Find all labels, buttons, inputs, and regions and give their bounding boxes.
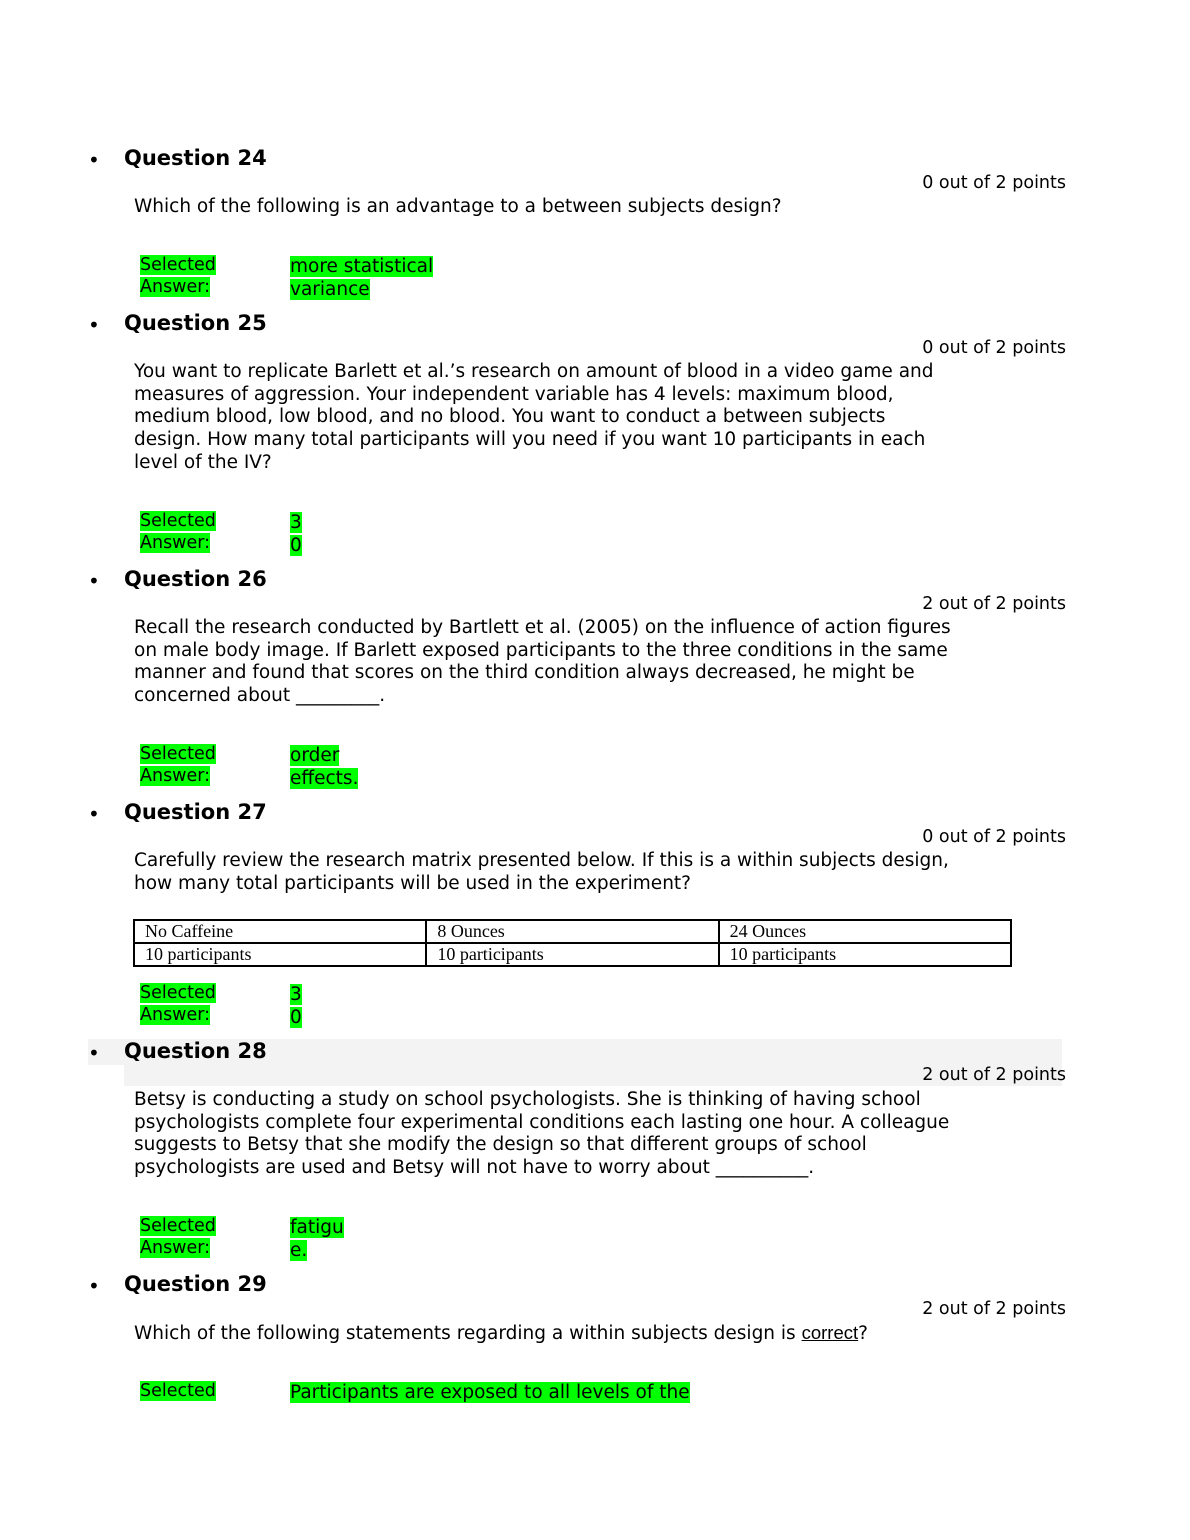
- underlined-word: correct: [801, 1322, 859, 1343]
- question-title-28: Question 28: [124, 1039, 267, 1063]
- selected-answer-29: [290, 1381, 690, 1404]
- text-line: medium blood, low blood, and no blood. You want to conduct a between subjects: [134, 406, 886, 428]
- table-row: [134, 920, 1011, 943]
- selected-label: Selected: [140, 255, 216, 275]
- bullet: •: [88, 802, 100, 826]
- points-26: 2 out of 2 points: [922, 594, 1066, 614]
- text-line: design. How many total participants will you need if you want 10 participants in each: [134, 429, 926, 451]
- text-line: psychologists complete four experimental conditions each lasting one hour. A colleague: [134, 1111, 950, 1133]
- text-line: Carefully review the research matrix presented below. If this is a within subjects design,: [134, 850, 949, 871]
- text-line: suggests to Betsy that she modify the design so that different groups of school: [134, 1134, 867, 1156]
- text-line: Recall the research conducted by Bartlett et al. (2005) on the influence of action figures: [134, 617, 951, 638]
- answer-label: Answer:: [140, 765, 211, 786]
- text-line: psychologists are used and Betsy will not have to worry about __________.: [134, 1157, 815, 1179]
- table-cell: 10 participants: [719, 943, 1011, 966]
- selected-answer-label-28: [140, 1216, 222, 1259]
- table-header-cell: No Caffeine: [134, 920, 426, 943]
- selected-label: Selected: [140, 511, 216, 531]
- table-header-cell: 24 Ounces: [719, 920, 1011, 943]
- selected-answer-label-26: [140, 744, 222, 787]
- points-29: 2 out of 2 points: [922, 1299, 1066, 1319]
- selected-label: Selected: [140, 983, 216, 1003]
- bullet: •: [88, 1274, 100, 1298]
- points-24: 0 out of 2 points: [922, 173, 1066, 193]
- answer-line: Participants are exposed to all levels of the: [290, 1382, 690, 1403]
- points-28: 2 out of 2 points: [922, 1065, 1066, 1085]
- answer-label: Answer:: [140, 276, 211, 297]
- text-line: measures of aggression. Your independent variable has 4 levels: maximum blood,: [134, 383, 894, 405]
- answer-line: fatigu: [290, 1217, 344, 1238]
- selected-answer-25: [290, 511, 302, 557]
- question-text-29: [134, 1322, 1014, 1346]
- question-text-28: [134, 1089, 1014, 1180]
- points-25: 0 out of 2 points: [922, 338, 1066, 358]
- question-title-27: Question 27: [124, 800, 267, 824]
- answer-label: Answer:: [140, 1237, 211, 1258]
- question-text-26: [134, 617, 1014, 708]
- table-cell: 10 participants: [134, 943, 426, 966]
- selected-label: Selected: [140, 1381, 216, 1401]
- text-part: ?: [858, 1323, 868, 1344]
- question-title-25: Question 25: [124, 311, 267, 335]
- answer-line: effects.: [290, 768, 359, 789]
- question-title-26: Question 26: [124, 567, 267, 591]
- answer-label: Answer:: [140, 1004, 211, 1025]
- answer-line: more statistical: [290, 256, 434, 277]
- question-text-25: [134, 361, 1014, 475]
- answer-line: variance: [290, 279, 370, 300]
- question-text-27: [134, 850, 1014, 895]
- selected-answer-label-27: [140, 983, 222, 1026]
- research-matrix-table: [133, 919, 1012, 967]
- answer-line: 0: [290, 535, 302, 556]
- table-cell: 10 participants: [426, 943, 718, 966]
- bullet: •: [88, 1041, 100, 1065]
- text-line: level of the IV?: [134, 451, 272, 473]
- points-27: 0 out of 2 points: [922, 827, 1066, 847]
- selected-label: Selected: [140, 1216, 216, 1236]
- question-text-24: Which of the following is an advantage to a between subjects design?: [134, 196, 782, 217]
- selected-answer-26: [290, 744, 358, 790]
- bullet: •: [88, 569, 100, 593]
- text-line: how many total participants will be used in the experiment?: [134, 872, 691, 894]
- answer-line: order: [290, 745, 340, 766]
- selected-answer-28: [290, 1216, 344, 1262]
- bullet: •: [88, 313, 100, 337]
- selected-answer-24: [290, 255, 433, 301]
- answer-line: 0: [290, 1007, 302, 1028]
- table-header-cell: 8 Ounces: [426, 920, 718, 943]
- text-line: on male body image. If Barlett exposed participants to the three conditions in the same: [134, 639, 948, 661]
- answer-line: e.: [290, 1240, 308, 1261]
- question-title-24: Question 24: [124, 146, 267, 170]
- table-row: [134, 943, 1011, 966]
- question-title-29: Question 29: [124, 1272, 267, 1296]
- answer-line: 3: [290, 512, 302, 533]
- text-line: manner and found that scores on the third condition always decreased, he might be: [134, 662, 915, 684]
- bullet: •: [88, 148, 100, 172]
- selected-answer-label-25: [140, 511, 222, 554]
- selected-answer-27: [290, 983, 302, 1029]
- text-line: concerned about _________.: [134, 685, 386, 707]
- answer-line: 3: [290, 984, 302, 1005]
- text-part: Which of the following statements regarding a within subjects design is: [134, 1323, 802, 1344]
- selected-answer-label-29: [140, 1381, 222, 1403]
- selected-answer-label-24: [140, 255, 222, 298]
- selected-label: Selected: [140, 744, 216, 764]
- text-line: Betsy is conducting a study on school psychologists. She is thinking of having school: [134, 1089, 921, 1110]
- text-line: You want to replicate Barlett et al.’s research on amount of blood in a video game and: [134, 361, 934, 382]
- answer-label: Answer:: [140, 532, 211, 553]
